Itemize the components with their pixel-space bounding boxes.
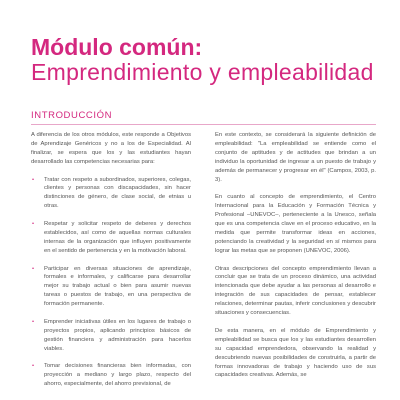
body-paragraph: De esta manera, en el módulo de Emprendimiento y empleabilidad se busca que los y las estudiantes desarrollen su capacidad emprendedora, observando la realidad y descubriendo nuevas posibilidades de construirla, a partir de formas innovadoras de trabajo y haciendo uso de sus capacidades creativas. Además, se — [215, 327, 376, 379]
list-item — [31, 265, 191, 310]
list-item — [31, 220, 191, 256]
body-paragraph: En cuanto al concepto de emprendimiento, el Centro Internacional para la Educación y Formación Técnica y Profesional –UNEVOC–, perteneciente a la Unesco, señala que es una competencia clave en el proceso educativo, en la medida que permite transformar ideas en acciones, potenciando la creatividad y la seguridad en sí mismos para lograr las metas que se proponen (UNEVOC, 2006). — [215, 194, 376, 254]
bullet-icon: • — [32, 318, 35, 325]
list-item-text: Tomar decisiones financieras bien informadas, con proyección a mediano y largo plazo, respecto del ahorro, especialmente, del ahorro previsional, de — [44, 363, 191, 388]
list-item — [31, 362, 191, 389]
bullet-icon: • — [32, 363, 35, 370]
list-item — [31, 318, 191, 354]
module-title: Módulo común: — [31, 34, 203, 60]
left-column — [31, 131, 191, 398]
bullet-icon: • — [32, 176, 35, 183]
right-column — [215, 131, 376, 389]
bullet-icon: • — [32, 221, 35, 228]
intro-paragraph: A diferencia de los otros módulos, este responde a Objetivos de Aprendizaje Genéricos y no a los de Especialidad. Al finalizar, se espera que los y las estudiantes hayan desarrollado las competencias necesarias para: — [31, 132, 191, 165]
list-item-text: Emprender iniciativas útiles en los lugares de trabajo o proyectos propios, aplicando principios básicos de gestión financiera y administración para hacerlos viables. — [44, 318, 191, 352]
list-item-text: Respetar y solicitar respeto de deberes y derechos establecidos, así como de aquellas normas culturales internas de la organización que influyen positivamente en el sentido de pertenencia y en la motivación laboral. — [44, 221, 191, 254]
competency-list — [31, 176, 191, 390]
list-item — [31, 176, 191, 212]
section-divider — [31, 124, 376, 125]
section-heading: INTRODUCCIÓN — [31, 110, 113, 121]
list-item-text: Tratar con respeto a subordinados, superiores, colegas, clientes y personas con discapacidades, sin hacer distinciones de género, de clase social, de etnias u otras. — [44, 176, 191, 210]
module-subtitle: Emprendimiento y empleabilidad — [31, 59, 374, 85]
list-item-text: Participar en diversas situaciones de aprendizaje, formales e informales, y calificarse para desarrollar mejor su trabajo actual o bien para asumir nuevas tareas o puestos de trabajo, en una perspectiva de formación permanente. — [44, 265, 191, 308]
body-paragraph: En este contexto, se considerará la siguiente definición de empleabilidad: "La empleabilidad se entiende como el conjunto de aptitudes y de actitudes que brindan a un individuo la oportunidad de ingresar a un puesto de trabajo y además de permanecer y progresar en él" (Campos, 2003, p. 3). — [215, 132, 376, 183]
body-paragraph: Otras descripciones del concepto emprendimiento llevan a concluir que se trata de un proceso dinámico, una actividad intencionada que debe ayudar a las personas al desarrollo e integración de sus capacidades de pensar, establecer relaciones, determinar pautas, inferir conclusiones y descubrir situaciones y consecuencias. — [215, 265, 376, 317]
bullet-icon: • — [32, 265, 35, 272]
